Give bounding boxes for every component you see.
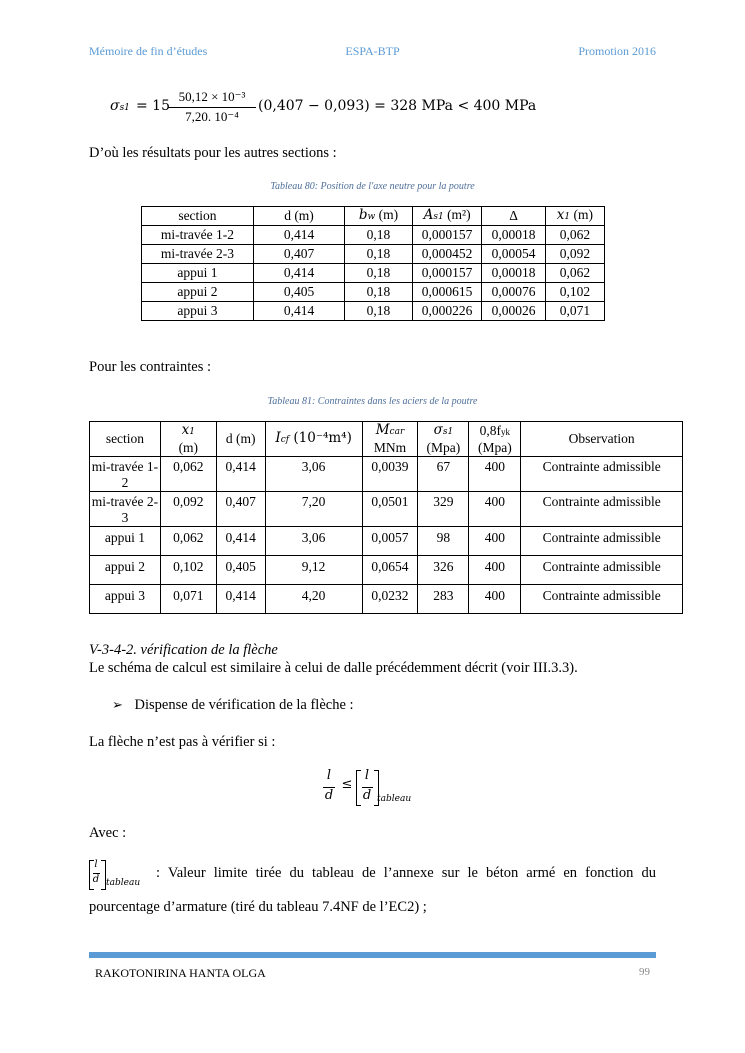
header-school: ESPA-BTP [345, 44, 400, 58]
sigma-coef: = 15 [136, 98, 170, 114]
header-promotion: Promotion 2016 [578, 44, 656, 58]
table-cell: 0,00054 [482, 245, 545, 264]
table-cell-mcar: 0,0232 [362, 585, 418, 614]
table80-header-cell: x1 (m) [545, 207, 604, 226]
condition-text: La flèche n’est pas à vérifier si : [89, 734, 276, 750]
definition-line-2: pourcentage d’armature (tiré du tableau 7.4NF de l’EC2) ; [89, 899, 427, 915]
table-cell-mcar: 0,0501 [362, 492, 418, 527]
table-cell-fyk: 400 [469, 527, 521, 556]
table81-body [90, 457, 683, 614]
ineq-num2: l [364, 768, 370, 783]
table-cell: appui 1 [142, 264, 254, 283]
table-cell-section: appui 1 [90, 527, 161, 556]
table-cell: mi-travée 1-2 [142, 226, 254, 245]
results-intro: D’où les résultats pour les autres sections : [89, 145, 337, 161]
table-cell-fyk: 400 [469, 556, 521, 585]
ineq-sub: tableau [377, 794, 412, 804]
table-cell: 0,18 [345, 245, 413, 264]
table-row [90, 457, 683, 492]
table-cell-d: 0,405 [216, 556, 265, 585]
table-cell: 0,414 [253, 264, 344, 283]
col-x1: x1 (m) [160, 422, 216, 457]
col-observation: Observation [521, 422, 683, 457]
table-cell: 0,071 [545, 302, 604, 321]
table-cell-icf: 3,06 [265, 527, 362, 556]
table-cell-x1: 0,062 [160, 457, 216, 492]
table-cell-mcar: 0,0654 [362, 556, 418, 585]
table80-header-cell: Δ [482, 207, 545, 226]
sigma-lhs: σs1 [110, 98, 130, 114]
table-cell: 0,000226 [412, 302, 481, 321]
table-cell-obs: Contrainte admissible [521, 527, 683, 556]
table-cell-sigma: 98 [418, 527, 469, 556]
table-cell: 0,18 [345, 226, 413, 245]
table-cell-sigma: 329 [418, 492, 469, 527]
table-cell: 0,00018 [482, 226, 545, 245]
table-cell-obs: Contrainte admissible [521, 585, 683, 614]
table80-header-cell: d (m) [253, 207, 344, 226]
table-row [142, 226, 605, 245]
contraintes-intro: Pour les contraintes : [89, 359, 212, 375]
table-cell: 0,18 [345, 283, 413, 302]
ineq-op: ≤ [341, 777, 353, 792]
table-row [90, 527, 683, 556]
table-row [142, 245, 605, 264]
table-cell: 0,405 [253, 283, 344, 302]
table-cell-sigma: 283 [418, 585, 469, 614]
def-sub: tableau [106, 878, 141, 888]
page-number: 99 [639, 966, 650, 978]
table-cell: 0,062 [545, 226, 604, 245]
table-cell-x1: 0,102 [160, 556, 216, 585]
table80-caption: Tableau 80: Position de l'axe neutre pour la poutre [270, 181, 475, 192]
table-row [90, 492, 683, 527]
bullet-text: Dispense de vérification de la flèche : [134, 697, 354, 713]
table-cell: 0,000157 [412, 226, 481, 245]
table-cell-d: 0,414 [216, 585, 265, 614]
table-cell-icf: 9,12 [265, 556, 362, 585]
table-row [90, 556, 683, 585]
table-cell-icf: 3,06 [265, 457, 362, 492]
table80-header-cell: bw (m) [345, 207, 413, 226]
table-cell: appui 3 [142, 302, 254, 321]
table-cell-section: mi-travée 2-3 [90, 492, 161, 527]
definition-line-1: : Valeur limite tirée du tableau de l’annexe sur le béton armé en fonction du [156, 865, 656, 881]
fraction-bar [168, 107, 256, 108]
col-icf: Icf (10⁻⁴m⁴) [265, 422, 362, 457]
ineq-num: l [326, 768, 332, 783]
table80-header-row [142, 207, 605, 226]
table-cell: 0,407 [253, 245, 344, 264]
table-cell: 0,062 [545, 264, 604, 283]
definition-symbol [89, 860, 149, 892]
ineq-den2: d [362, 788, 372, 803]
table-cell: 0,18 [345, 302, 413, 321]
page-header [89, 44, 656, 60]
header-thesis-label: Mémoire de fin d’études [89, 44, 208, 58]
table-cell: 0,00026 [482, 302, 545, 321]
table-cell: 0,000157 [412, 264, 481, 283]
def-den: d [92, 874, 100, 885]
table-cell-fyk: 400 [469, 457, 521, 492]
table-cell-sigma: 326 [418, 556, 469, 585]
table-cell: 0,092 [545, 245, 604, 264]
table-cell-sigma: 67 [418, 457, 469, 492]
table-cell-x1: 0,062 [160, 527, 216, 556]
table-cell: 0,00018 [482, 264, 545, 283]
table-cell-mcar: 0,0057 [362, 527, 418, 556]
table80-body [142, 226, 605, 321]
table-row [142, 283, 605, 302]
table-cell: 0,18 [345, 264, 413, 283]
table-cell-mcar: 0,0039 [362, 457, 418, 492]
col-d: d (m) [216, 422, 265, 457]
table-cell-obs: Contrainte admissible [521, 556, 683, 585]
table80-header-cell: As1 (m²) [412, 207, 481, 226]
table81-header-row [90, 422, 683, 457]
sigma-denominator: 7,20. 10⁻⁴ [185, 109, 239, 124]
sigma-result: (0,407 − 0,093) = 328 MPa < 400 MPa [258, 98, 537, 114]
col-sigma: σs1 (Mpa) [418, 422, 469, 457]
bullet-item [112, 697, 354, 714]
table-cell-x1: 0,071 [160, 585, 216, 614]
stress-table [89, 421, 683, 614]
table-cell-section: mi-travée 1-2 [90, 457, 161, 492]
arrow-bullet-icon: ➢ [112, 697, 123, 712]
table-cell-icf: 7,20 [265, 492, 362, 527]
table-cell-d: 0,414 [216, 457, 265, 492]
table-cell-section: appui 3 [90, 585, 161, 614]
avec-label: Avec : [89, 825, 127, 841]
table-cell: 0,414 [253, 302, 344, 321]
deflection-inequality [322, 768, 422, 808]
table-cell-fyk: 400 [469, 585, 521, 614]
table-cell-fyk: 400 [469, 492, 521, 527]
col-section: section [90, 422, 161, 457]
ineq-den: d [324, 788, 334, 803]
sigma-numerator: 50,12 × 10⁻³ [178, 89, 246, 104]
table-cell-section: appui 2 [90, 556, 161, 585]
table-cell: 0,414 [253, 226, 344, 245]
footer-author: RAKOTONIRINA HANTA OLGA [95, 966, 266, 980]
table-cell: mi-travée 2-3 [142, 245, 254, 264]
table81-caption: Tableau 81: Contraintes dans les aciers de la poutre [267, 396, 478, 407]
table-row [142, 302, 605, 321]
col-mcar: Mcar MNm [362, 422, 418, 457]
table-cell: 0,000452 [412, 245, 481, 264]
table-cell-obs: Contrainte admissible [521, 457, 683, 492]
table-cell-d: 0,407 [216, 492, 265, 527]
table80-header-cell: section [142, 207, 254, 226]
col-fyk: 0,8fyk (Mpa) [469, 422, 521, 457]
table-cell-icf: 4,20 [265, 585, 362, 614]
table-cell: appui 2 [142, 283, 254, 302]
table-cell: 0,000615 [412, 283, 481, 302]
neutral-axis-table [141, 206, 605, 321]
table-cell: 0,00076 [482, 283, 545, 302]
table-row [142, 264, 605, 283]
table-cell: 0,102 [545, 283, 604, 302]
section-heading: V-3-4-2. vérification de la flèche [89, 642, 278, 658]
table-cell-obs: Contrainte admissible [521, 492, 683, 527]
table-cell-x1: 0,092 [160, 492, 216, 527]
schema-text: Le schéma de calcul est similaire à celui de dalle précédemment décrit (voir III.3.3). [89, 660, 578, 676]
def-num: l [94, 859, 98, 870]
footer-divider [89, 952, 656, 958]
table-row [90, 585, 683, 614]
table-cell-d: 0,414 [216, 527, 265, 556]
